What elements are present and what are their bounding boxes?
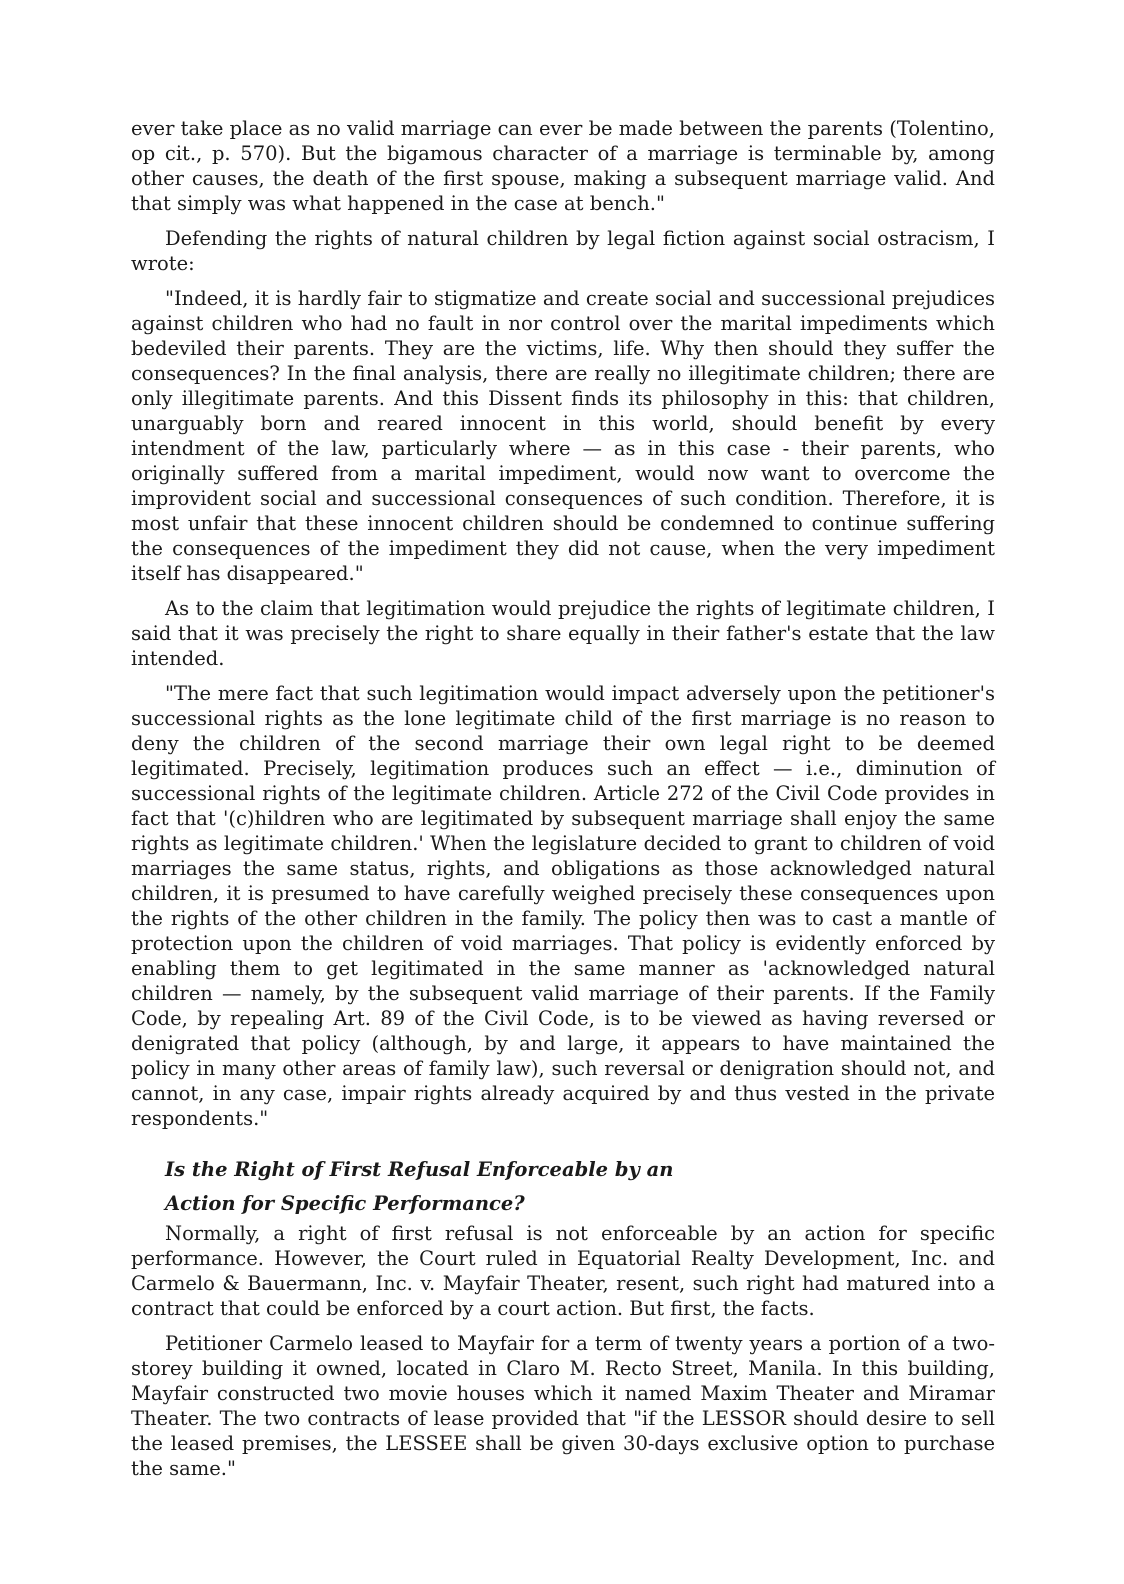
document-page: [131, 116, 995, 1491]
quote-indeed: "Indeed, it is hardly fair to stigmatize and create social and successional prejudices against children who had no fault in nor control over the marital impediments which bedeviled their parents. They are the victims, life. Why then should they suffer the consequences? In the final analysis, there are really no illegitimate children; there are only illegitimate parents. And this Dissent finds its philosophy in this: that children, unarguably born and reared innocent in this world, should benefit by every intendment of the law, particularly where — as in this case - their parents, who originally suffered from a marital impediment, would now want to overcome the improvident social and successional consequences of such condition. Therefore, it is most unfair that these innocent children should be condemned to continue suffering the consequences of the impediment they did not cause, when the very impediment itself has disappeared.": [131, 287, 995, 585]
paragraph-petitioner-carmelo: Petitioner Carmelo leased to Mayfair for a term of twenty years a portion of a two-storey building it owned, located in Claro M. Recto Street, Manila. In this building, Mayfair constructed two movie houses which it named Maxim Theater and Miramar Theater. The two contracts of lease provided that "if the LESSOR should desire to sell the leased premises, the LESSEE shall be given 30-days exclusive option to purchase the same.": [131, 1332, 995, 1480]
quote-mere-fact: "The mere fact that such legitimation would impact adversely upon the petitioner's successional rights as the lone legitimate child of the first marriage is no reason to deny the children of the second marriage their own legal right to be deemed legitimated. Precisely, legitimation produces such an effect — i.e., diminution of successional rights of the legitimate children. Article 272 of the Civil Code provides in fact that '(c)hildren who are legitimated by subsequent marriage shall enjoy the same rights as legitimate children.' When the legislature decided to grant to children of void marriages the same status, rights, and obligations as those acknowledged natural children, it is presumed to have carefully weighed precisely these consequences upon the rights of the other children in the family. The policy then was to cast a mantle of protection upon the children of void marriages. That policy is evidently enforced by enabling them to get legitimated in the same manner as 'acknowledged natural children — namely, by the subsequent valid marriage of their parents. If the Family Code, by repealing Art. 89 of the Civil Code, is to be viewed as having reversed or denigrated that policy (although, by and large, it appears to have maintained the policy in many other areas of family law), such reversal or denigration should not, and cannot, in any case, impair rights already acquired by and thus vested in the private respondents.": [131, 682, 995, 1130]
section-heading-line-2: Action for Specific Performance?: [165, 1192, 525, 1215]
section-heading: [131, 1153, 995, 1221]
paragraph-continuation: ever take place as no valid marriage can ever be made between the parents (Tolentino, op cit., p. 570). But the bigamous character of a marriage is terminable by, among other causes, the death of the first spouse, making a subsequent marriage valid. And that simply was what happened in the case at bench.": [131, 117, 995, 215]
paragraph-normally: Normally, a right of first refusal is not enforceable by an action for specific performance. However, the Court ruled in Equatorial Realty Development, Inc. and Carmelo & Bauermann, Inc. v. Mayfair Theater, resent, such right had matured into a contract that could be enforced by a court action. But first, the facts.: [131, 1222, 995, 1320]
paragraph-legitimation-claim: As to the claim that legitimation would prejudice the rights of legitimate children, I said that it was precisely the right to share equally in their father's estate that the law intended.: [131, 597, 995, 670]
section-heading-line-1: Is the Right of First Refusal Enforceable by an: [165, 1158, 674, 1181]
paragraph-defending-rights: Defending the rights of natural children by legal fiction against social ostracism, I wrote:: [131, 227, 995, 275]
